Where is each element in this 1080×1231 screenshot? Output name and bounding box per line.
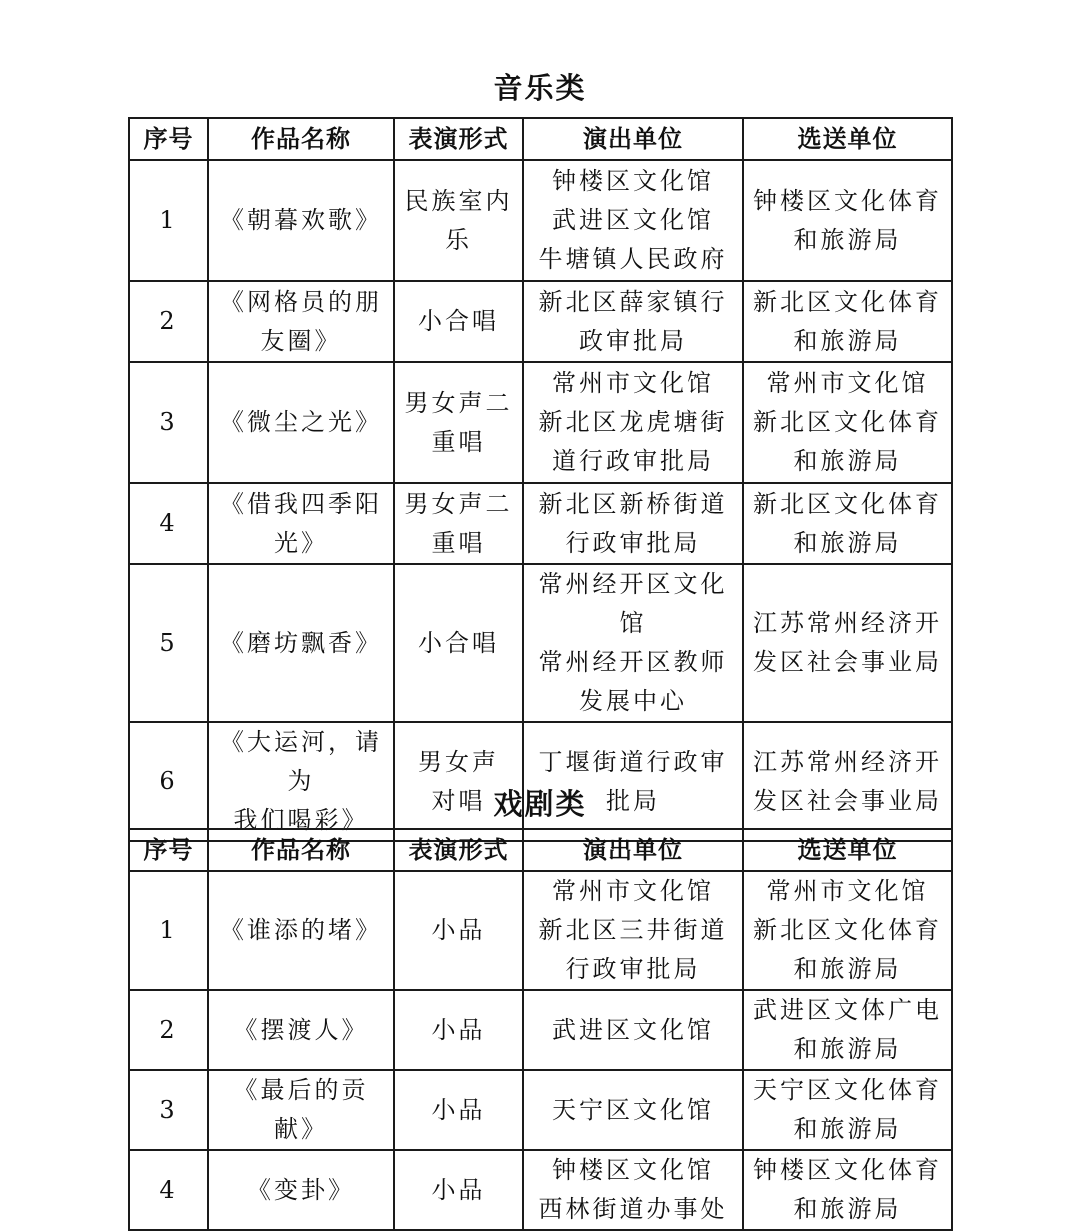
row-performing-unit [523,281,743,362]
sender-text: 武进区文体广电 和旅游局 [753,996,942,1063]
header-index: 序号 [129,829,208,871]
row-work-name [208,990,394,1070]
header-performance-form: 表演形式 [394,118,523,160]
row-work-name [208,483,394,564]
form-text: 男女声 对唱 [418,747,499,815]
org-text: 新北区薛家镇行 政审批局 [538,287,728,355]
table-row [129,990,952,1070]
row-performing-unit [523,871,743,990]
org-text: 钟楼区文化馆 西林街道办事处 [538,1156,728,1223]
table-row [129,1070,952,1150]
sender-text: 常州市文化馆 新北区文化体育 和旅游局 [753,369,942,475]
form-text: 小合唱 [418,628,499,657]
music-table [128,117,953,842]
sender-text: 天宁区文化体育 和旅游局 [753,1076,942,1143]
header-performing-unit: 演出单位 [523,829,743,871]
org-text: 常州市文化馆 新北区龙虎塘街 道行政审批局 [538,369,728,475]
work-name-text: 《大运河，请为 我们喝彩》 [220,728,382,834]
row-work-name [208,1150,394,1230]
form-text: 男女声二 重唱 [404,489,513,557]
header-work-name: 作品名称 [208,118,394,160]
drama-table [128,828,953,1231]
header-work-name: 作品名称 [208,829,394,871]
row-performance-form [394,990,523,1070]
row-submitting-unit [743,483,952,564]
form-text: 小品 [431,1095,486,1124]
header-submitting-unit: 选送单位 [743,118,952,160]
sender-text: 新北区文化体育 和旅游局 [753,287,942,355]
row-work-name [208,564,394,722]
row-performing-unit [523,1070,743,1150]
row-performance-form [394,362,523,483]
row-performance-form [394,1070,523,1150]
org-text: 丁堰街道行政审 批局 [538,747,728,815]
work-name-text: 《网格员的朋 友圈》 [220,287,382,355]
form-text: 男女声二 重唱 [404,388,513,456]
header-index: 序号 [129,118,208,160]
org-text: 常州经开区文化馆 常州经开区教师 发展中心 [538,570,728,715]
org-text: 天宁区文化馆 [552,1095,714,1124]
row-submitting-unit [743,362,952,483]
table-header-row [129,118,952,160]
row-submitting-unit [743,281,952,362]
table-header-row [129,829,952,871]
form-text: 民族室内乐 [404,186,513,254]
row-submitting-unit [743,990,952,1070]
row-work-name [208,281,394,362]
row-index: 3 [129,362,208,483]
row-performing-unit [523,990,743,1070]
music-section-title: 音乐类 [493,71,587,105]
row-performing-unit [523,564,743,722]
sender-text: 江苏常州经济开 发区社会事业局 [753,609,942,676]
drama-section-title: 戏剧类 [493,787,587,821]
work-name-text: 《磨坊飘香》 [220,628,382,657]
row-index: 4 [129,483,208,564]
org-text: 武进区文化馆 [552,1015,714,1044]
row-performing-unit [523,483,743,564]
row-work-name [208,362,394,483]
row-work-name [208,1070,394,1150]
sender-text: 新北区文化体育 和旅游局 [753,489,942,557]
header-performance-form: 表演形式 [394,829,523,871]
row-performing-unit [523,160,743,281]
table-row [129,362,952,483]
row-performance-form [394,871,523,990]
row-index: 1 [129,871,208,990]
table-row [129,483,952,564]
header-performing-unit: 演出单位 [523,118,743,160]
row-performance-form [394,483,523,564]
row-index: 4 [129,1150,208,1230]
table-row [129,564,952,722]
work-name-text: 《摆渡人》 [233,1015,369,1044]
form-text: 小品 [431,916,486,944]
form-text: 小品 [431,1175,486,1204]
row-index: 2 [129,990,208,1070]
row-index: 6 [129,722,208,841]
row-index: 3 [129,1070,208,1150]
form-text: 小品 [431,1015,486,1044]
row-work-name [208,871,394,990]
row-performing-unit [523,1150,743,1230]
sender-text: 常州市文化馆 新北区文化体育 和旅游局 [753,877,942,983]
table-row [129,281,952,362]
work-name-text: 《微尘之光》 [220,408,382,436]
work-name-text: 《借我四季阳光》 [220,489,382,557]
row-performance-form [394,160,523,281]
sender-text: 钟楼区文化体育 和旅游局 [753,1156,942,1223]
sender-text: 钟楼区文化体育 和旅游局 [753,186,942,254]
row-submitting-unit [743,1070,952,1150]
row-submitting-unit [743,160,952,281]
work-name-text: 《最后的贡献》 [233,1076,369,1143]
row-submitting-unit [743,1150,952,1230]
row-index: 1 [129,160,208,281]
sender-text: 江苏常州经济开 发区社会事业局 [753,747,942,815]
org-text: 常州市文化馆 新北区三井街道 行政审批局 [538,877,728,983]
table-row [129,871,952,990]
row-performing-unit [523,362,743,483]
table-row [129,160,952,281]
work-name-text: 《变卦》 [247,1175,355,1204]
work-name-text: 《谁添的堵》 [220,916,382,944]
row-index: 2 [129,281,208,362]
work-name-text: 《朝暮欢歌》 [220,206,382,234]
table-row [129,1150,952,1230]
row-index: 5 [129,564,208,722]
row-performance-form [394,1150,523,1230]
row-performance-form [394,564,523,722]
row-submitting-unit [743,871,952,990]
row-work-name [208,160,394,281]
org-text: 钟楼区文化馆 武进区文化馆 牛塘镇人民政府 [538,167,728,273]
form-text: 小合唱 [418,307,499,335]
org-text: 新北区新桥街道 行政审批局 [538,489,728,557]
row-submitting-unit [743,564,952,722]
header-submitting-unit: 选送单位 [743,829,952,871]
row-performance-form [394,281,523,362]
